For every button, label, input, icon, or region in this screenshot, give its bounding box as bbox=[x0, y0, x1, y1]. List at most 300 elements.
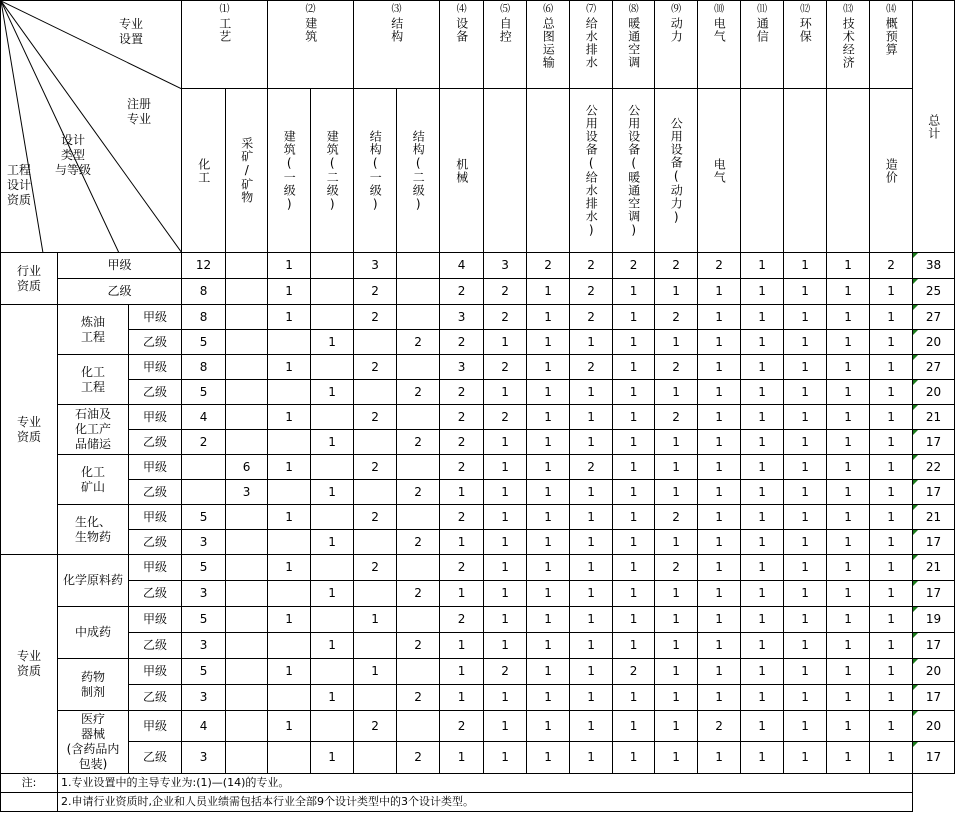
value-cell: 1 bbox=[311, 380, 354, 405]
value-cell: 1 bbox=[311, 742, 354, 774]
total-cell: 21 bbox=[913, 405, 955, 430]
registered-major-label: 公用设备(动力) bbox=[669, 116, 684, 225]
value-cell: 1 bbox=[741, 405, 784, 430]
value-cell: 1 bbox=[784, 430, 827, 455]
value-cell: 1 bbox=[784, 380, 827, 405]
registered-major-5 bbox=[354, 89, 397, 253]
registered-major-8 bbox=[484, 89, 527, 253]
value-cell: 1 bbox=[827, 742, 870, 774]
value-cell bbox=[397, 607, 440, 633]
value-cell bbox=[268, 430, 311, 455]
value-cell: 1 bbox=[613, 279, 655, 305]
value-cell bbox=[354, 380, 397, 405]
value-cell: 2 bbox=[613, 659, 655, 685]
value-cell: 1 bbox=[741, 355, 784, 380]
value-cell: 1 bbox=[484, 480, 527, 505]
value-cell: 1 bbox=[527, 659, 570, 685]
value-cell: 1 bbox=[527, 279, 570, 305]
value-cell: 1 bbox=[527, 633, 570, 659]
level-cell: 甲级 bbox=[129, 659, 182, 685]
major-number: ⑾ bbox=[757, 4, 768, 15]
value-cell: 1 bbox=[698, 380, 741, 405]
value-cell: 1 bbox=[698, 530, 741, 555]
value-cell: 1 bbox=[570, 430, 613, 455]
registered-major-label: 结构(一级) bbox=[368, 129, 383, 212]
value-cell bbox=[226, 279, 268, 305]
value-cell: 1 bbox=[570, 685, 613, 711]
value-cell: 5 bbox=[182, 330, 226, 355]
value-cell bbox=[311, 711, 354, 742]
value-cell: 2 bbox=[655, 505, 698, 530]
value-cell: 1 bbox=[698, 505, 741, 530]
value-cell: 1 bbox=[870, 279, 913, 305]
value-cell bbox=[268, 685, 311, 711]
value-cell bbox=[226, 711, 268, 742]
value-cell: 1 bbox=[484, 505, 527, 530]
registered-major-wrap bbox=[397, 91, 439, 251]
value-cell: 1 bbox=[484, 581, 527, 607]
value-cell: 2 bbox=[440, 380, 484, 405]
value-cell bbox=[226, 505, 268, 530]
value-cell: 1 bbox=[741, 685, 784, 711]
total-cell: 25 bbox=[913, 279, 955, 305]
major-group-2 bbox=[268, 1, 354, 89]
major-group-header bbox=[698, 1, 740, 87]
value-cell: 8 bbox=[182, 279, 226, 305]
registered-major-label: 采矿/矿物 bbox=[239, 137, 254, 204]
value-cell: 2 bbox=[354, 405, 397, 430]
value-cell: 1 bbox=[268, 505, 311, 530]
value-cell: 1 bbox=[827, 355, 870, 380]
value-cell: 1 bbox=[741, 430, 784, 455]
registered-major-7 bbox=[440, 89, 484, 253]
value-cell: 1 bbox=[698, 305, 741, 330]
major-group-header bbox=[570, 1, 612, 87]
value-cell: 1 bbox=[870, 607, 913, 633]
registered-major-wrap bbox=[311, 91, 353, 251]
value-cell: 1 bbox=[784, 405, 827, 430]
value-cell bbox=[226, 530, 268, 555]
value-cell bbox=[226, 607, 268, 633]
value-cell: 1 bbox=[311, 480, 354, 505]
value-cell bbox=[268, 530, 311, 555]
corner-label-qualification: 工程 设计 资质 bbox=[7, 163, 32, 207]
value-cell: 2 bbox=[570, 279, 613, 305]
major-group-10 bbox=[698, 1, 741, 89]
value-cell: 1 bbox=[870, 455, 913, 480]
value-cell: 1 bbox=[613, 685, 655, 711]
value-cell: 8 bbox=[182, 305, 226, 330]
value-cell: 1 bbox=[827, 455, 870, 480]
value-cell: 2 bbox=[484, 279, 527, 305]
value-cell: 1 bbox=[484, 455, 527, 480]
registered-major-wrap bbox=[827, 91, 869, 251]
value-cell: 1 bbox=[527, 685, 570, 711]
value-cell bbox=[354, 633, 397, 659]
value-cell bbox=[354, 530, 397, 555]
value-cell: 1 bbox=[655, 711, 698, 742]
registered-major-wrap bbox=[268, 91, 310, 251]
value-cell: 1 bbox=[784, 530, 827, 555]
value-cell: 3 bbox=[182, 742, 226, 774]
value-cell: 1 bbox=[741, 607, 784, 633]
note-text: 2.申请行业资质时,企业和人员业绩需包括本行业全部9个设计类型中的3个设计类型。 bbox=[58, 793, 913, 812]
value-cell bbox=[354, 742, 397, 774]
level-cell: 乙级 bbox=[129, 742, 182, 774]
value-cell: 1 bbox=[827, 380, 870, 405]
value-cell: 3 bbox=[354, 253, 397, 279]
value-cell: 1 bbox=[827, 607, 870, 633]
value-cell: 1 bbox=[870, 430, 913, 455]
value-cell: 1 bbox=[827, 505, 870, 530]
major-group-13 bbox=[827, 1, 870, 89]
major-group-header bbox=[655, 1, 697, 87]
value-cell: 1 bbox=[698, 659, 741, 685]
value-cell: 2 bbox=[440, 711, 484, 742]
value-cell: 2 bbox=[570, 305, 613, 330]
value-cell: 1 bbox=[870, 505, 913, 530]
total-cell: 17 bbox=[913, 581, 955, 607]
registered-major-11 bbox=[613, 89, 655, 253]
registered-major-wrap bbox=[527, 91, 569, 251]
registered-major-4 bbox=[311, 89, 354, 253]
value-cell: 1 bbox=[527, 380, 570, 405]
major-number: ⑵ bbox=[305, 4, 316, 15]
major-name: 结构 bbox=[389, 17, 404, 43]
value-cell: 1 bbox=[741, 455, 784, 480]
value-cell: 1 bbox=[570, 633, 613, 659]
table-row bbox=[1, 279, 955, 305]
design-type-cell: 中成药 bbox=[58, 607, 129, 659]
value-cell bbox=[397, 555, 440, 581]
registered-major-wrap bbox=[226, 91, 267, 251]
value-cell: 1 bbox=[570, 505, 613, 530]
value-cell: 1 bbox=[268, 455, 311, 480]
major-group-14 bbox=[870, 1, 913, 89]
value-cell: 1 bbox=[827, 305, 870, 330]
value-cell: 1 bbox=[698, 430, 741, 455]
registered-major-16 bbox=[827, 89, 870, 253]
value-cell: 1 bbox=[570, 581, 613, 607]
value-cell: 1 bbox=[741, 505, 784, 530]
value-cell: 2 bbox=[397, 330, 440, 355]
major-name: 环保 bbox=[798, 17, 813, 43]
value-cell: 1 bbox=[741, 742, 784, 774]
total-cell: 21 bbox=[913, 505, 955, 530]
value-cell: 1 bbox=[440, 480, 484, 505]
value-cell bbox=[226, 253, 268, 279]
value-cell: 2 bbox=[440, 330, 484, 355]
table-row bbox=[1, 530, 955, 555]
value-cell: 6 bbox=[226, 455, 268, 480]
value-cell: 2 bbox=[698, 711, 741, 742]
value-cell bbox=[226, 305, 268, 330]
value-cell: 1 bbox=[655, 279, 698, 305]
value-cell: 2 bbox=[397, 530, 440, 555]
registered-major-label: 公用设备(给水排水) bbox=[584, 103, 599, 238]
value-cell: 1 bbox=[870, 685, 913, 711]
value-cell: 2 bbox=[440, 430, 484, 455]
value-cell: 5 bbox=[182, 607, 226, 633]
value-cell: 1 bbox=[870, 380, 913, 405]
value-cell: 3 bbox=[440, 305, 484, 330]
value-cell: 1 bbox=[741, 480, 784, 505]
value-cell: 1 bbox=[613, 330, 655, 355]
value-cell: 1 bbox=[827, 405, 870, 430]
value-cell: 1 bbox=[440, 581, 484, 607]
value-cell: 1 bbox=[827, 711, 870, 742]
value-cell: 1 bbox=[655, 480, 698, 505]
major-name: 动力 bbox=[669, 17, 684, 43]
level-cell: 乙级 bbox=[129, 380, 182, 405]
level-cell: 甲级 bbox=[129, 455, 182, 480]
major-number: ⑹ bbox=[543, 4, 554, 15]
value-cell bbox=[311, 505, 354, 530]
value-cell bbox=[268, 742, 311, 774]
major-name: 暖通空调 bbox=[626, 17, 641, 69]
value-cell: 1 bbox=[655, 685, 698, 711]
value-cell: 2 bbox=[354, 279, 397, 305]
value-cell: 2 bbox=[354, 305, 397, 330]
diagonal-lines bbox=[1, 1, 182, 253]
value-cell bbox=[311, 253, 354, 279]
value-cell: 1 bbox=[440, 659, 484, 685]
value-cell bbox=[226, 355, 268, 380]
level-cell: 乙级 bbox=[129, 581, 182, 607]
value-cell: 1 bbox=[613, 405, 655, 430]
major-name: 通信 bbox=[755, 17, 770, 43]
value-cell: 1 bbox=[784, 711, 827, 742]
value-cell: 2 bbox=[655, 355, 698, 380]
value-cell: 1 bbox=[784, 505, 827, 530]
value-cell: 3 bbox=[440, 355, 484, 380]
major-number: ⑼ bbox=[671, 4, 682, 15]
value-cell bbox=[311, 305, 354, 330]
table-row bbox=[1, 685, 955, 711]
value-cell: 1 bbox=[741, 380, 784, 405]
value-cell: 1 bbox=[570, 480, 613, 505]
major-group-3 bbox=[354, 1, 440, 89]
value-cell: 1 bbox=[613, 555, 655, 581]
value-cell: 3 bbox=[182, 633, 226, 659]
registered-major-label: 建筑(二级) bbox=[325, 129, 340, 212]
value-cell: 2 bbox=[440, 405, 484, 430]
value-cell bbox=[226, 430, 268, 455]
value-cell: 2 bbox=[354, 711, 397, 742]
value-cell: 1 bbox=[827, 253, 870, 279]
value-cell bbox=[226, 659, 268, 685]
value-cell: 1 bbox=[741, 330, 784, 355]
registered-major-wrap bbox=[613, 91, 654, 251]
value-cell: 1 bbox=[698, 555, 741, 581]
major-name: 技术经济 bbox=[841, 17, 856, 69]
value-cell: 1 bbox=[311, 530, 354, 555]
note-label: 注: bbox=[1, 774, 58, 793]
value-cell: 2 bbox=[484, 405, 527, 430]
value-cell: 1 bbox=[484, 380, 527, 405]
value-cell: 1 bbox=[784, 253, 827, 279]
registered-major-label: 公用设备(暖通空调) bbox=[626, 103, 641, 238]
value-cell: 2 bbox=[613, 253, 655, 279]
value-cell: 3 bbox=[182, 581, 226, 607]
value-cell: 1 bbox=[268, 607, 311, 633]
note-row bbox=[1, 793, 955, 812]
table-row bbox=[1, 305, 955, 330]
total-cell: 20 bbox=[913, 711, 955, 742]
major-group-4 bbox=[440, 1, 484, 89]
value-cell: 1 bbox=[698, 480, 741, 505]
level-cell: 甲级 bbox=[129, 355, 182, 380]
level-cell: 乙级 bbox=[58, 279, 182, 305]
table-row bbox=[1, 633, 955, 659]
registered-major-1 bbox=[182, 89, 226, 253]
major-number: ⒁ bbox=[886, 4, 897, 15]
value-cell: 4 bbox=[440, 253, 484, 279]
total-cell: 22 bbox=[913, 455, 955, 480]
level-cell: 乙级 bbox=[129, 480, 182, 505]
value-cell bbox=[268, 633, 311, 659]
value-cell: 1 bbox=[354, 659, 397, 685]
value-cell: 3 bbox=[182, 685, 226, 711]
value-cell: 1 bbox=[570, 711, 613, 742]
major-group-5 bbox=[484, 1, 527, 89]
registered-major-label: 结构(二级) bbox=[411, 129, 426, 212]
corner-diagonal-cell bbox=[1, 1, 182, 253]
value-cell: 1 bbox=[741, 633, 784, 659]
major-name: 设备 bbox=[454, 17, 469, 43]
value-cell: 1 bbox=[527, 430, 570, 455]
value-cell bbox=[397, 505, 440, 530]
value-cell bbox=[226, 685, 268, 711]
value-cell: 2 bbox=[570, 355, 613, 380]
value-cell: 2 bbox=[655, 555, 698, 581]
registered-major-wrap bbox=[741, 91, 783, 251]
value-cell: 1 bbox=[784, 355, 827, 380]
value-cell bbox=[268, 330, 311, 355]
value-cell: 1 bbox=[268, 279, 311, 305]
table-row bbox=[1, 581, 955, 607]
value-cell: 1 bbox=[827, 633, 870, 659]
table-row bbox=[1, 505, 955, 530]
registered-major-15 bbox=[784, 89, 827, 253]
value-cell: 1 bbox=[268, 305, 311, 330]
registered-major-label: 造价 bbox=[884, 157, 899, 184]
major-group-9 bbox=[655, 1, 698, 89]
level-cell: 乙级 bbox=[129, 530, 182, 555]
value-cell: 2 bbox=[655, 253, 698, 279]
value-cell bbox=[397, 659, 440, 685]
value-cell: 1 bbox=[484, 711, 527, 742]
value-cell: 1 bbox=[870, 530, 913, 555]
value-cell: 1 bbox=[268, 405, 311, 430]
total-cell: 17 bbox=[913, 633, 955, 659]
major-group-11 bbox=[741, 1, 784, 89]
major-group-header bbox=[182, 1, 267, 87]
value-cell: 1 bbox=[741, 581, 784, 607]
major-number: ⑽ bbox=[714, 4, 725, 15]
value-cell: 1 bbox=[741, 555, 784, 581]
value-cell: 1 bbox=[784, 330, 827, 355]
registered-major-wrap bbox=[440, 91, 483, 251]
value-cell: 1 bbox=[870, 555, 913, 581]
value-cell: 2 bbox=[182, 430, 226, 455]
registered-major-label: 化工 bbox=[196, 157, 211, 184]
major-group-header bbox=[784, 1, 826, 87]
total-cell: 17 bbox=[913, 742, 955, 774]
major-number: ⑴ bbox=[219, 4, 230, 15]
value-cell: 1 bbox=[613, 711, 655, 742]
value-cell: 1 bbox=[870, 711, 913, 742]
value-cell: 2 bbox=[655, 305, 698, 330]
value-cell: 1 bbox=[613, 581, 655, 607]
registered-major-12 bbox=[655, 89, 698, 253]
major-group-header bbox=[268, 1, 353, 87]
value-cell: 1 bbox=[784, 607, 827, 633]
value-cell bbox=[226, 405, 268, 430]
value-cell: 1 bbox=[311, 330, 354, 355]
value-cell bbox=[397, 405, 440, 430]
value-cell: 1 bbox=[870, 305, 913, 330]
value-cell: 1 bbox=[613, 530, 655, 555]
value-cell: 1 bbox=[870, 581, 913, 607]
value-cell bbox=[226, 581, 268, 607]
value-cell: 1 bbox=[827, 555, 870, 581]
table-row bbox=[1, 355, 955, 380]
value-cell: 1 bbox=[613, 480, 655, 505]
value-cell: 1 bbox=[613, 633, 655, 659]
value-cell bbox=[397, 305, 440, 330]
value-cell bbox=[311, 455, 354, 480]
value-cell: 1 bbox=[698, 633, 741, 659]
value-cell bbox=[268, 480, 311, 505]
value-cell bbox=[226, 555, 268, 581]
level-cell: 甲级 bbox=[129, 305, 182, 330]
qualification-category: 专业 资质 bbox=[1, 555, 58, 774]
value-cell: 2 bbox=[870, 253, 913, 279]
total-cell: 21 bbox=[913, 555, 955, 581]
major-number: ⑿ bbox=[800, 4, 811, 15]
header-row-majors bbox=[1, 1, 955, 89]
major-group-header bbox=[741, 1, 783, 87]
major-group-header bbox=[440, 1, 483, 87]
value-cell: 2 bbox=[354, 455, 397, 480]
value-cell: 1 bbox=[655, 530, 698, 555]
value-cell bbox=[354, 581, 397, 607]
value-cell: 4 bbox=[182, 405, 226, 430]
total-cell: 17 bbox=[913, 430, 955, 455]
value-cell: 1 bbox=[784, 555, 827, 581]
major-group-8 bbox=[613, 1, 655, 89]
value-cell: 1 bbox=[570, 659, 613, 685]
value-cell: 1 bbox=[870, 405, 913, 430]
registered-major-wrap bbox=[655, 91, 697, 251]
major-name: 总图运输 bbox=[541, 17, 556, 69]
total-cell: 17 bbox=[913, 685, 955, 711]
value-cell: 1 bbox=[268, 555, 311, 581]
value-cell: 1 bbox=[784, 742, 827, 774]
value-cell: 1 bbox=[741, 253, 784, 279]
value-cell bbox=[397, 253, 440, 279]
value-cell: 2 bbox=[484, 659, 527, 685]
value-cell: 1 bbox=[827, 430, 870, 455]
major-name: 建筑 bbox=[303, 17, 318, 43]
total-cell: 17 bbox=[913, 530, 955, 555]
value-cell: 1 bbox=[527, 330, 570, 355]
major-group-header bbox=[354, 1, 439, 87]
value-cell: 1 bbox=[570, 405, 613, 430]
registered-major-3 bbox=[268, 89, 311, 253]
total-cell: 19 bbox=[913, 607, 955, 633]
